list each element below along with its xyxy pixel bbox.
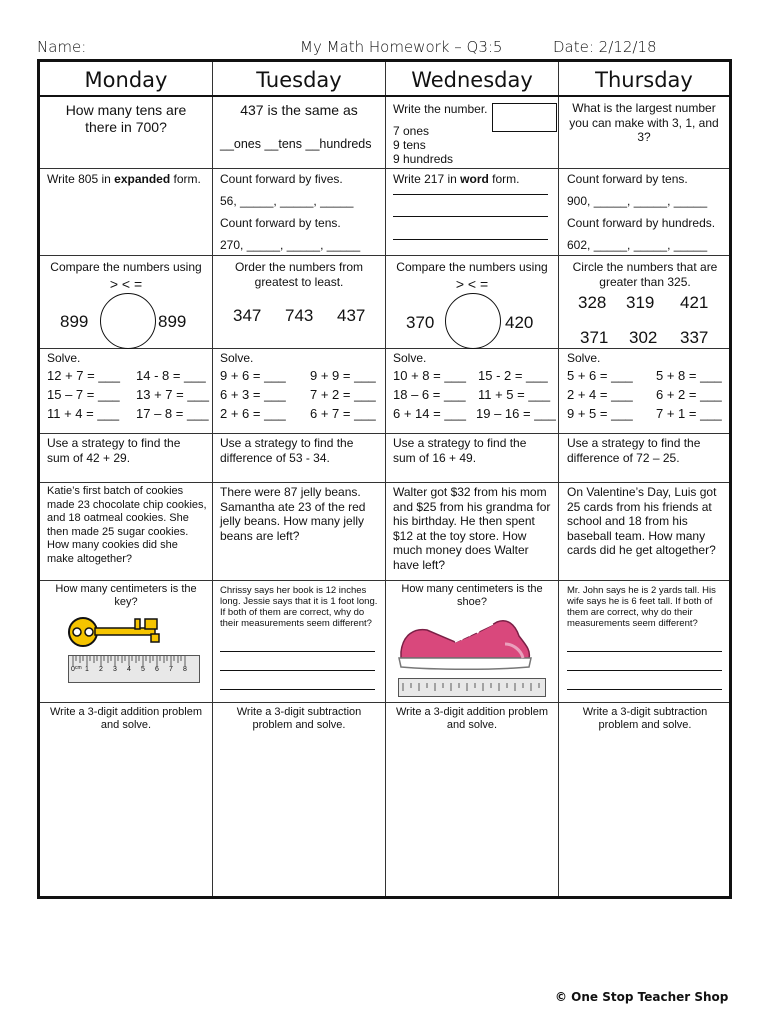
answer-line[interactable]	[220, 659, 375, 671]
equation[interactable]: 12 + 7 = ___	[47, 368, 121, 383]
wednesday-compare-left: 370	[406, 313, 435, 332]
row-divider	[40, 348, 729, 349]
thursday-count-tens-blanks: 900, _____, _____, _____	[567, 194, 708, 208]
day-header-wednesday: Wednesday	[411, 67, 533, 92]
column-divider	[212, 62, 213, 896]
column-divider	[558, 62, 559, 896]
thursday-3digit-problem: Write a 3-digit subtraction problem and solve.	[582, 706, 708, 731]
answer-line[interactable]	[567, 659, 722, 671]
tuesday-count-tens: Count forward by tens.	[220, 216, 341, 230]
monday-solve-label: Solve.	[47, 351, 81, 365]
equation[interactable]: 6 + 7 = ___	[310, 406, 376, 421]
day-header-thursday: Thursday	[595, 67, 693, 92]
tuesday-count-tens-blanks: 270, _____, _____, _____	[220, 238, 361, 252]
tuesday-number-1: 347	[233, 306, 262, 325]
equation[interactable]: 2 + 4 = ___	[567, 387, 633, 402]
equation[interactable]: 6 + 14 = ___	[393, 406, 467, 421]
ruler-number: 6	[155, 666, 159, 673]
text: form.	[488, 172, 520, 186]
thursday-number[interactable]: 371	[580, 328, 609, 347]
monday-tens-question: How many tens are there in 700?	[65, 102, 187, 135]
monday-compare-left: 899	[60, 312, 89, 331]
text: form.	[170, 172, 201, 186]
bold-text: expanded	[114, 172, 171, 186]
text: Write 805 in	[47, 172, 115, 186]
thursday-count-hundreds: Count forward by hundreds.	[567, 216, 716, 230]
monday-strategy: Use a strategy to find the sum of 42 + 29.	[47, 436, 181, 465]
answer-line[interactable]	[567, 640, 722, 652]
compare-symbols: > < =	[109, 276, 143, 292]
thursday-circle-title: Circle the numbers that are greater than 325.	[572, 260, 718, 289]
equation[interactable]: 9 + 6 = ___	[220, 368, 286, 383]
equation[interactable]: 9 + 9 = ___	[310, 368, 376, 383]
wednesday-3digit-problem: Write a 3-digit addition problem and solve.	[395, 706, 549, 731]
compare-circle[interactable]	[445, 293, 501, 349]
answer-line[interactable]	[220, 640, 375, 652]
monday-key-question: How many centimeters is the key?	[55, 583, 197, 608]
equation[interactable]: 9 + 5 = ___	[567, 406, 633, 421]
bold-text: word	[460, 172, 489, 186]
equation[interactable]: 17 – 8 = ___	[136, 406, 209, 421]
thursday-number[interactable]: 302	[629, 328, 658, 347]
page-title: My Math Homework – Q3:5	[300, 38, 503, 56]
monday-expanded-form	[42, 169, 210, 190]
compare-circle[interactable]	[100, 293, 156, 349]
equation[interactable]: 5 + 6 = ___	[567, 368, 633, 383]
ruler-number: 5	[141, 666, 145, 673]
tuesday-measurement-question: Chrissy says her book is 12 inches long. Jessie says that it is 1 foot long. If both of them are correct, why do their measurements seem different?	[220, 585, 378, 629]
tuesday-same-as-question: 437 is the same as	[240, 102, 358, 118]
name-label: Name:	[37, 38, 87, 56]
thursday-word-problem: On Valentine’s Day, Luis got 25 cards from his friends at school and 18 from his baseball team. How many cards did he get altogether?	[567, 485, 717, 557]
tuesday-order-title: Order the numbers from greatest to least.	[234, 260, 364, 289]
ruler-number: 2	[99, 666, 103, 673]
thursday-solve-label: Solve.	[567, 351, 601, 365]
equation[interactable]: 18 – 6 = ___	[393, 387, 466, 402]
equation[interactable]: 7 + 2 = ___	[310, 387, 376, 402]
equation[interactable]: 7 + 1 = ___	[656, 406, 722, 421]
answer-line[interactable]	[220, 678, 375, 690]
column-divider	[385, 62, 386, 896]
tuesday-strategy: Use a strategy to find the difference of 53 - 34.	[220, 436, 354, 465]
ruler	[398, 678, 546, 697]
wednesday-word-problem: Walter got $32 from his mom and $25 from his grandma for his birthday. He then spent $12 at the toy store. How much money does Walter have left?	[393, 485, 551, 572]
equation[interactable]: 10 + 8 = ___	[393, 368, 467, 383]
shoe-icon	[395, 614, 535, 674]
ruler	[68, 655, 200, 683]
wednesday-ones: 7 ones	[393, 124, 430, 138]
key-icon	[65, 613, 170, 651]
equation[interactable]: 15 – 7 = ___	[47, 387, 120, 402]
compare-symbols: > < =	[455, 276, 489, 292]
ruler-number: 3	[113, 666, 117, 673]
thursday-largest-number: What is the largest number you can make with 3, 1, and 3?	[569, 101, 719, 144]
ruler-number: 0	[71, 666, 75, 673]
wednesday-tens: 9 tens	[393, 138, 426, 152]
copyright-footer: © One Stop Teacher Shop	[555, 990, 729, 1004]
monday-word-problem: Katie’s first batch of cookies made 23 chocolate chip cookies, and 18 oatmeal cookies. She then made 25 sugar cookies. How many cookies did she make altogether?	[47, 485, 207, 565]
monday-3digit-problem: Write a 3-digit addition problem and solve.	[49, 706, 203, 731]
wednesday-compare-title: Compare the numbers using	[396, 260, 548, 274]
thursday-number[interactable]: 328	[578, 293, 607, 312]
monday-compare-right: 899	[158, 312, 187, 331]
wednesday-write-number: Write the number.	[393, 102, 488, 116]
answer-line[interactable]	[393, 228, 548, 240]
answer-line[interactable]	[393, 205, 548, 217]
equation[interactable]: 2 + 6 = ___	[220, 406, 286, 421]
thursday-number[interactable]: 337	[680, 328, 709, 347]
equation[interactable]: 6 + 3 = ___	[220, 387, 286, 402]
equation[interactable]: 11 + 5 = ___	[478, 387, 551, 402]
date-label: Date: 2/12/18	[553, 38, 657, 56]
wednesday-shoe-question: How many centimeters is the shoe?	[401, 583, 543, 608]
tuesday-place-value-blanks: __ones __tens __hundreds	[220, 137, 372, 151]
tuesday-word-problem: There were 87 jelly beans. Samantha ate 23 of the red jelly beans. How many jelly beans are left?	[220, 485, 366, 543]
homework-grid	[37, 59, 732, 899]
thursday-strategy: Use a strategy to find the difference of 72 – 25.	[567, 436, 701, 465]
equation[interactable]: 6 + 2 = ___	[656, 387, 722, 402]
thursday-measurement-question: Mr. John says he is 2 yards tall. His wife says he is 6 feet tall. If both of them are correct, why do their measurements seem different?	[567, 585, 716, 629]
tuesday-count-fives: Count forward by fives.	[220, 172, 343, 186]
equation[interactable]: 14 - 8 = ___	[136, 368, 206, 383]
thursday-count-tens: Count forward by tens.	[567, 172, 688, 186]
equation[interactable]: 13 + 7 = ___	[136, 387, 210, 402]
ruler-unit: cm	[75, 665, 82, 671]
equation[interactable]: 15 - 2 = ___	[478, 368, 548, 383]
thursday-count-hundreds-blanks: 602, _____, _____, _____	[567, 238, 708, 252]
tuesday-count-fives-blanks: 56, _____, _____, _____	[220, 194, 354, 208]
wednesday-hundreds: 9 hundreds	[393, 152, 454, 166]
thursday-number[interactable]: 319	[626, 293, 655, 312]
tuesday-solve-label: Solve.	[220, 351, 254, 365]
thursday-number[interactable]: 421	[680, 293, 709, 312]
equation[interactable]: 19 – 16 = ___	[476, 406, 556, 421]
ruler-number: 1	[85, 666, 89, 673]
tuesday-number-3: 437	[337, 306, 366, 325]
answer-line[interactable]	[393, 183, 548, 195]
ruler-ticks	[399, 683, 545, 692]
tuesday-number-2: 743	[285, 306, 314, 325]
tuesday-3digit-problem: Write a 3-digit subtraction problem and solve.	[236, 706, 362, 731]
text: Write 217 in	[393, 172, 461, 186]
wednesday-solve-label: Solve.	[393, 351, 427, 365]
ruler-number: 8	[183, 666, 187, 673]
ruler-number: 7	[169, 666, 173, 673]
wednesday-compare-right: 420	[505, 313, 534, 332]
day-header-tuesday: Tuesday	[256, 67, 342, 92]
wednesday-strategy: Use a strategy to find the sum of 16 + 49.	[393, 436, 527, 465]
equation[interactable]: 11 + 4 = ___	[47, 406, 120, 421]
monday-compare-title: Compare the numbers using	[50, 260, 202, 274]
day-header-monday: Monday	[84, 67, 168, 92]
equation[interactable]: 5 + 8 = ___	[656, 368, 722, 383]
ruler-number: 4	[127, 666, 131, 673]
answer-line[interactable]	[567, 678, 722, 690]
